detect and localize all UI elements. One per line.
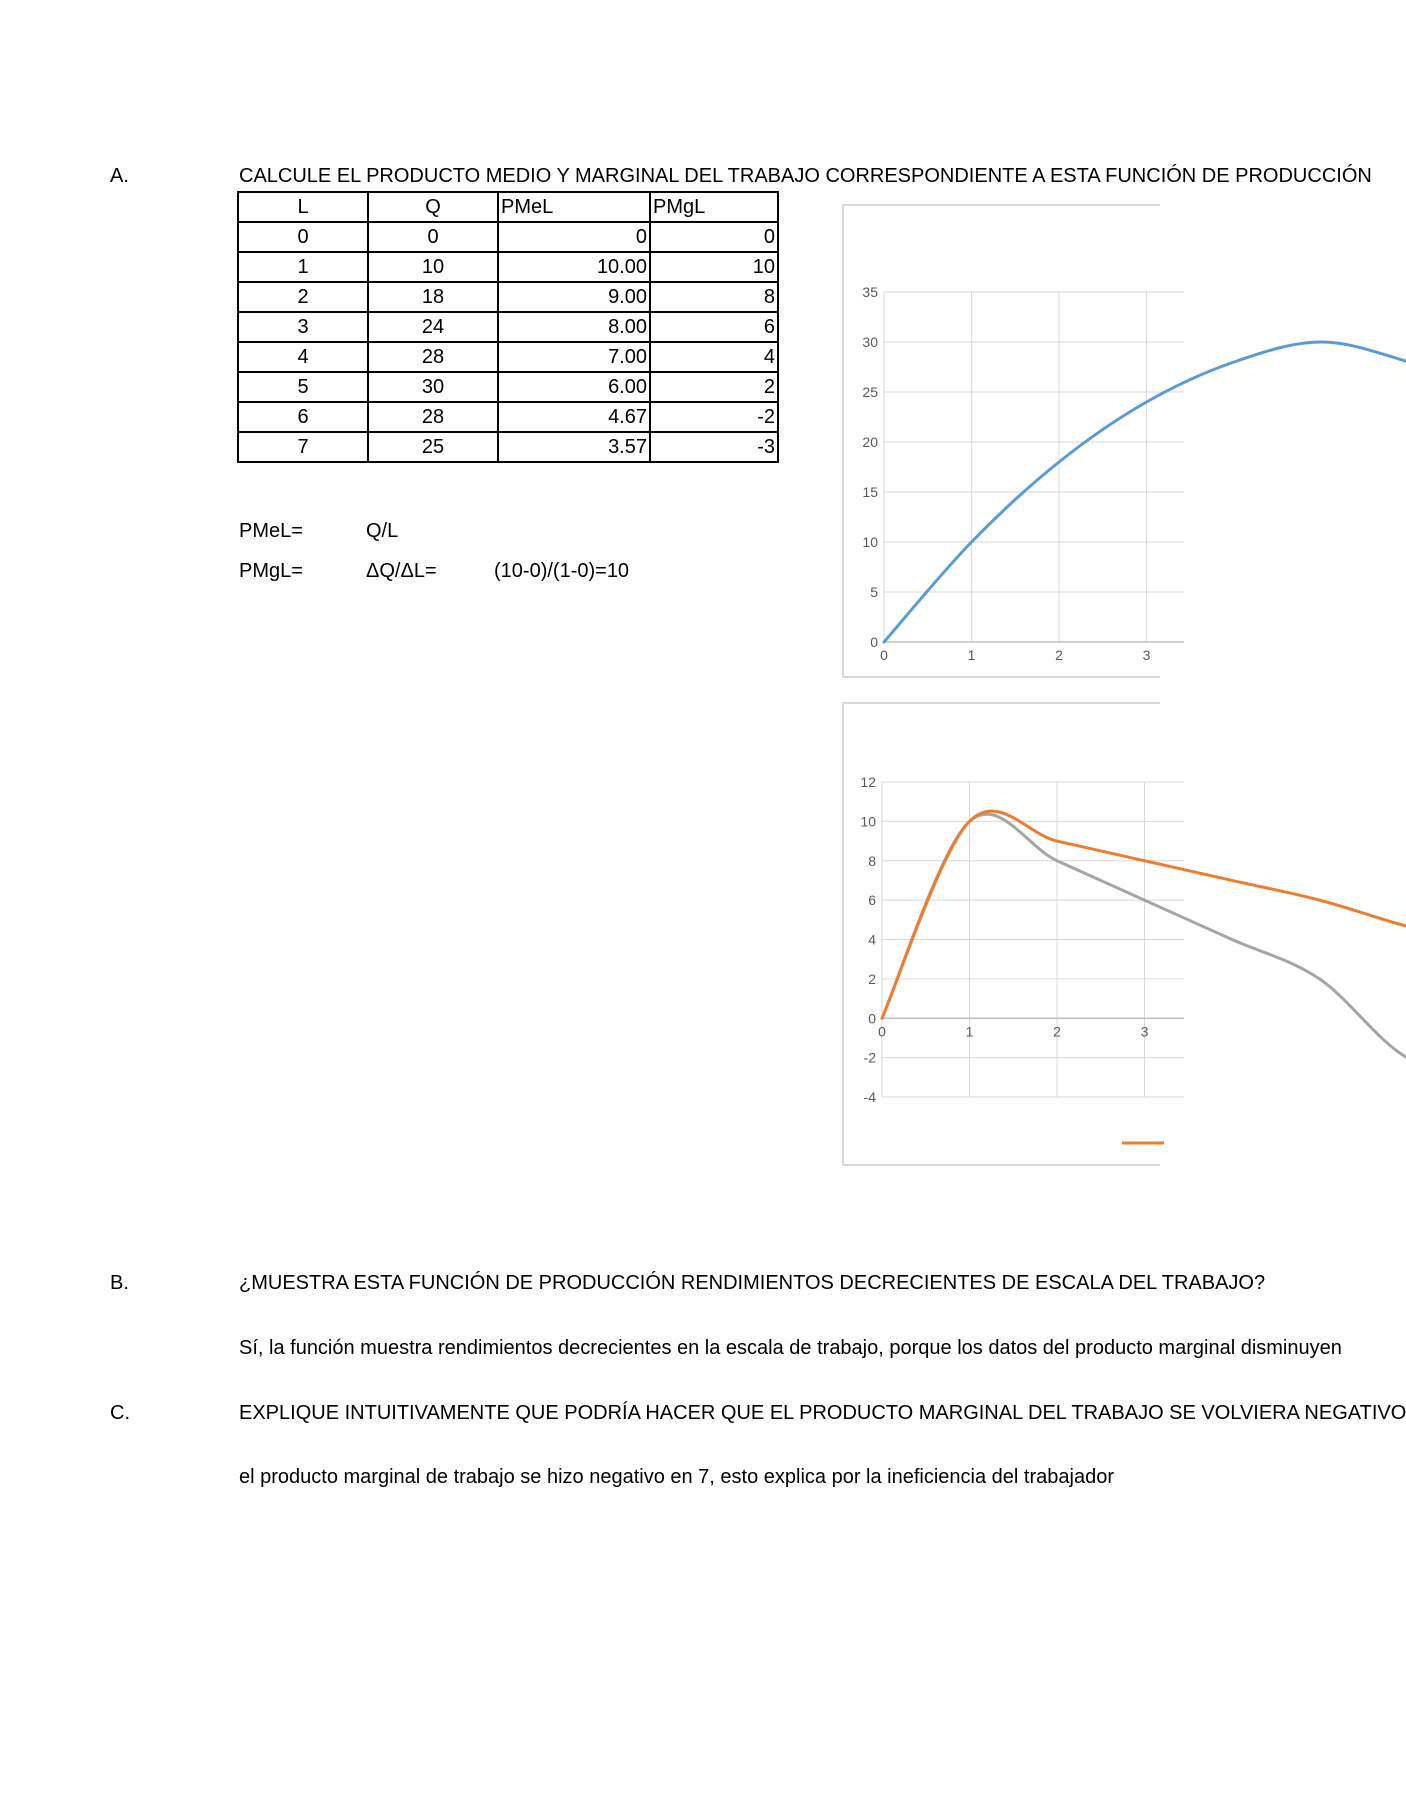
y-tick-label: 10 (860, 813, 876, 830)
average-marginal-chart (844, 704, 1162, 1168)
cell-pmel: 9.00 (498, 282, 650, 312)
table-row (238, 432, 778, 462)
y-tick-label: 15 (862, 484, 878, 500)
cell-q: 24 (368, 312, 498, 342)
cell-pmgl: -2 (650, 402, 778, 432)
y-tick-label: 35 (862, 284, 878, 300)
cell-pmel: 4.67 (498, 402, 650, 432)
header-pmgl: PMgL (650, 192, 778, 222)
cell-pmgl: 8 (650, 282, 778, 312)
header-pmel: PMeL (498, 192, 650, 222)
cell-pmel: 7.00 (498, 342, 650, 372)
x-tick-label: 2 (1055, 647, 1063, 663)
y-tick-label: 0 (868, 1010, 876, 1027)
cell-pmel: 6.00 (498, 372, 650, 402)
cell-l: 5 (238, 372, 368, 402)
y-tick-label: -2 (863, 1049, 876, 1066)
cell-q: 25 (368, 432, 498, 462)
x-tick-label: 1 (967, 647, 976, 663)
average-marginal-chart-frame (842, 702, 1160, 1166)
cell-pmel: 3.57 (498, 432, 650, 462)
cell-pmgl: 10 (650, 252, 778, 282)
y-tick-label: 10 (862, 534, 878, 550)
table-row (238, 342, 778, 372)
table-row (238, 312, 778, 342)
x-tick-label: 1 (965, 1023, 974, 1040)
pmgl-formula-example: (10-0)/(1-0)=10 (494, 560, 630, 582)
section-c-heading: EXPLIQUE INTUITIVAMENTE QUE PODRÍA HACER QUE EL PRODUCTO MARGINAL DEL TRABAJO SE VOLVIERA NEGATIVO (239, 1402, 1406, 1424)
y-tick-label: 4 (868, 931, 876, 948)
cell-q: 28 (368, 342, 498, 372)
cell-pmgl: 0 (650, 222, 778, 252)
y-tick-label: 6 (868, 892, 876, 909)
cell-q: 28 (368, 402, 498, 432)
cell-pmgl: 6 (650, 312, 778, 342)
pmgl-formula-label: PMgL= (239, 560, 303, 582)
section-b-heading: ¿MUESTRA ESTA FUNCIÓN DE PRODUCCIÓN RENDIMIENTOS DECRECIENTES DE ESCALA DEL TRABAJO? (239, 1272, 1266, 1294)
cell-pmel: 8.00 (498, 312, 650, 342)
y-tick-label: 2 (868, 970, 876, 987)
cell-l: 0 (238, 222, 368, 252)
production-table (237, 191, 779, 463)
cell-l: 2 (238, 282, 368, 312)
section-a-letter: A. (110, 165, 129, 187)
pmel-formula-label: PMeL= (239, 520, 303, 542)
x-tick-label: 2 (1053, 1023, 1061, 1040)
cell-q: 10 (368, 252, 498, 282)
x-tick-label: 3 (1140, 1023, 1149, 1040)
table-row (238, 372, 778, 402)
header-l: L (238, 192, 368, 222)
cell-q: 0 (368, 222, 498, 252)
cell-l: 3 (238, 312, 368, 342)
total-product-chart-frame (842, 204, 1160, 678)
y-tick-label: 25 (862, 384, 878, 400)
table-row (238, 252, 778, 282)
cell-l: 7 (238, 432, 368, 462)
section-b-letter: B. (110, 1272, 129, 1294)
table-row (238, 282, 778, 312)
cell-l: 6 (238, 402, 368, 432)
y-tick-label: 12 (860, 774, 876, 790)
y-tick-label: 8 (868, 852, 876, 869)
y-tick-label: 5 (870, 584, 878, 600)
cell-pmgl: -3 (650, 432, 778, 462)
cell-pmel: 10.00 (498, 252, 650, 282)
section-a-heading: CALCULE EL PRODUCTO MEDIO Y MARGINAL DEL TRABAJO CORRESPONDIENTE A ESTA FUNCIÓN DE PRODUCCIÓN (239, 165, 1372, 187)
cell-pmel: 0 (498, 222, 650, 252)
x-tick-label: 0 (880, 647, 888, 663)
section-b-answer: Sí, la función muestra rendimientos decrecientes en la escala de trabajo, porque los datos del producto marginal disminuyen (239, 1337, 1342, 1359)
cell-l: 4 (238, 342, 368, 372)
table-header-row (238, 192, 778, 222)
total-product-chart (844, 206, 1162, 680)
table-row (238, 402, 778, 432)
section-c-answer: el producto marginal de trabajo se hizo negativo en 7, esto explica por la ineficiencia del trabajador (239, 1466, 1114, 1488)
x-tick-label: 3 (1142, 647, 1151, 663)
section-c-letter: C. (110, 1402, 130, 1424)
y-tick-label: 30 (862, 334, 878, 350)
cell-pmgl: 2 (650, 372, 778, 402)
header-q: Q (368, 192, 498, 222)
cell-pmgl: 4 (650, 342, 778, 372)
pmgl-formula-value: ΔQ/ΔL= (366, 560, 437, 582)
table-row (238, 222, 778, 252)
pmel-formula-value: Q/L (366, 520, 399, 542)
x-tick-label: 0 (878, 1023, 886, 1040)
cell-q: 30 (368, 372, 498, 402)
cell-q: 18 (368, 282, 498, 312)
y-tick-label: 0 (870, 634, 878, 650)
y-tick-label: 20 (862, 434, 878, 450)
y-tick-label: -4 (863, 1089, 876, 1105)
cell-l: 1 (238, 252, 368, 282)
